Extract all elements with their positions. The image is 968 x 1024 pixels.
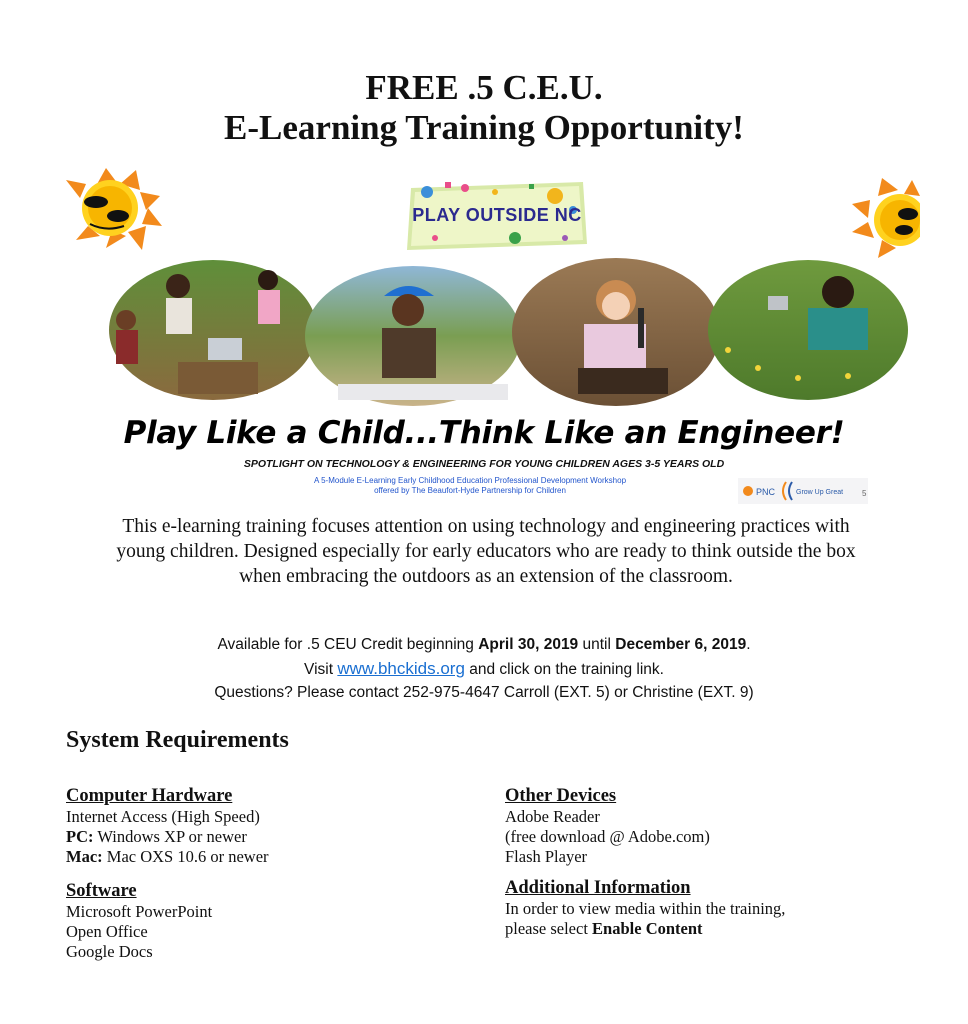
end-date: December 6, 2019	[615, 636, 747, 653]
additional-line-2-prefix: please select	[505, 919, 593, 938]
pnc-logo-text: PNC	[756, 487, 776, 497]
sun-left-icon	[66, 166, 162, 250]
module-line-1: A 5-Module E-Learning Early Childhood Education Professional Development Workshop	[313, 476, 627, 485]
partner-logos	[738, 478, 868, 504]
photo-collage	[108, 258, 908, 418]
hardware-pc-line	[66, 827, 269, 847]
training-description: This e-learning training focuses attention on using technology and engineering practices with young children. Designed especially for early educators who are ready to think outside the box when embracing the outdoors as an extension of the classroom.	[116, 516, 856, 587]
page-number: 5	[862, 489, 867, 498]
computer-hardware-section	[66, 785, 269, 867]
pc-label: PC:	[66, 827, 94, 846]
pc-value: Windows XP or newer	[93, 827, 247, 846]
website-link[interactable]: www.bhckids.org	[337, 659, 465, 678]
additional-information-section	[505, 877, 785, 939]
software-item: Open Office	[66, 922, 148, 941]
spotlight-subtitle: SPOTLIGHT ON TECHNOLOGY & ENGINEERING FOR YOUNG CHILDREN AGES 3-5 YEARS OLD	[243, 458, 725, 470]
availability-prefix: Available for .5 CEU Credit beginning	[217, 636, 479, 653]
additional-line-1: In order to view media within the training,	[505, 899, 786, 918]
other-device-item: Adobe Reader	[505, 807, 600, 826]
other-device-item: Flash Player	[505, 847, 588, 866]
mac-value: Mac OXS 10.6 or newer	[102, 847, 269, 866]
software-heading: Software	[66, 881, 137, 901]
additional-line-2	[505, 919, 785, 939]
other-devices-section	[505, 785, 710, 867]
visit-prefix: Visit	[304, 661, 338, 678]
play-outside-nc-logo	[405, 180, 589, 252]
system-requirements-title: System Requirements	[66, 727, 289, 753]
visit-line	[0, 659, 968, 680]
title-line-2: E-Learning Training Opportunity!	[224, 108, 744, 147]
availability-line	[0, 635, 968, 655]
mac-label: Mac:	[66, 847, 103, 866]
title-line-1: FREE .5 C.E.U.	[365, 68, 603, 107]
module-line-2: offered by The Beaufort-Hyde Partnership for Children	[374, 486, 566, 495]
photo-girl-camera	[708, 260, 908, 400]
module-description	[170, 476, 770, 496]
software-item: Google Docs	[66, 942, 153, 961]
visit-suffix: and click on the training link.	[464, 661, 664, 678]
software-item: Microsoft PowerPoint	[66, 902, 213, 921]
questions-line: Questions? Please contact 252-975-4647 Carroll (EXT. 5) or Christine (EXT. 9)	[214, 684, 754, 701]
hardware-mac-line	[66, 847, 269, 867]
computer-hardware-heading: Computer Hardware	[66, 786, 233, 806]
grow-up-great-logo-text: Grow Up Great	[796, 489, 844, 496]
other-device-item: (free download @ Adobe.com)	[505, 827, 710, 846]
enable-content-text: Enable Content	[592, 919, 703, 938]
availability-middle: until	[578, 636, 616, 653]
software-section	[66, 880, 212, 962]
sun-right-icon	[852, 178, 920, 258]
additional-information-heading: Additional Information	[505, 878, 691, 898]
photo-girl-hammer	[512, 258, 720, 406]
slogan: Play Like a Child...Think Like an Engineer!	[123, 415, 845, 451]
hardware-line-1: Internet Access (High Speed)	[66, 807, 260, 826]
logo-text: PLAY OUTSIDE NC	[412, 205, 582, 225]
photo-children-water-play	[109, 260, 317, 400]
photo-boy-hard-hat	[305, 266, 521, 406]
start-date: April 30, 2019	[478, 636, 579, 653]
availability-suffix: .	[746, 636, 751, 653]
other-devices-heading: Other Devices	[505, 786, 617, 806]
